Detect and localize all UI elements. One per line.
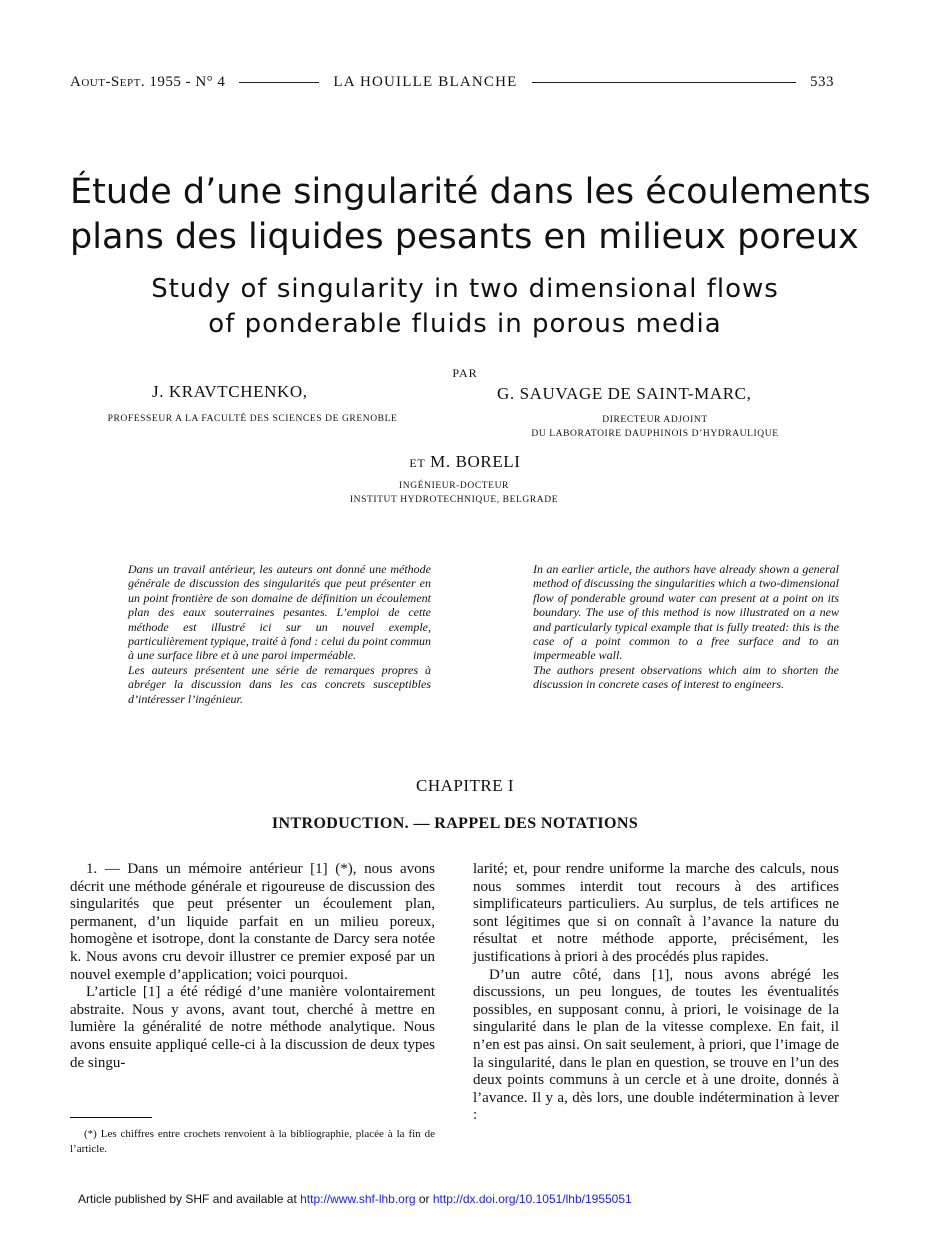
running-header (70, 70, 834, 94)
abstract-paragraph: The authors present observations which aim to shorten the discussion in concrete cases of interest to engineers. (533, 662, 839, 692)
journal-title: LA HOUILLE BLANCHE (333, 73, 518, 90)
author-name-2: G. SAUVAGE DE SAINT-MARC, (497, 384, 752, 403)
author-affiliation-3 (0, 479, 908, 507)
header-rule-right (532, 82, 796, 83)
author-affiliation-2 (495, 413, 815, 441)
title-en-line-1: Study of singularity in two dimensional flows (151, 274, 779, 304)
par-label: PAR (452, 366, 478, 380)
title-en-line-2: of ponderable fluids in porous media (208, 309, 722, 339)
author-name-1: J. KRAVTCHENKO, (152, 382, 308, 401)
footer-text: Article published by SHF and available at (78, 1192, 301, 1206)
title-fr-line-2: plans des liquides pesants en milieux poreux (70, 217, 859, 257)
affiliation-line: INSTITUT HYDROTECHNIQUE, BELGRADE (349, 495, 559, 505)
title-english (60, 272, 870, 342)
author-prefix: ET (409, 456, 426, 470)
footnote-rule (70, 1117, 152, 1118)
affiliation-line: DU LABORATOIRE DAUPHINOIS D’HYDRAULIQUE (531, 429, 779, 439)
footnote: (*) Les chiffres entre crochets renvoient à la bibliographie, placée à la fin de l’article. (70, 1128, 435, 1155)
author-name-3 (0, 452, 930, 472)
abstract-paragraph: Dans un travail antérieur, les auteurs ont donné une méthode générale de discussion des singularités que peut présenter en un point frontière de son domaine de définition un écoulement plan des eaux souterraines pesantes. L’emploi de cette méthode est illustré ici sur un nouvel exemple, particulièrement typique, traité à fond : celui du point commun à une surface libre et à une paroi imperméable. (128, 562, 431, 663)
title-fr-line-1: Étude d’une singularité dans les écoulements (70, 172, 871, 212)
affiliation-line: DIRECTEUR ADJOINT (602, 415, 708, 425)
shf-link[interactable]: http://www.shf-lhb.org (300, 1192, 416, 1206)
body-paragraph: L’article [1] a été rédigé d’une manière volontairement abstraite. Nous y avons, avant tout, cherché à mettre en lumière la généralité de notre méthode analytique. Nous avons ensuite appliqué celle-ci à la discussion de deux types de singu- (70, 984, 435, 1071)
body-paragraph: D’un autre côté, dans [1], nous avons abrégé les discussions, un peu longues, de toutes les éventualités possibles, en supposant connu, à priori, le voisinage de la singularité dans le plan de la vitesse complexe. En fait, il n’en est pas ainsi. On sait seulement, à priori, que l’image de la singularité, dans le plan en question, se trouve en l’un des deux points communs à un cercle et à une droite, donnés à l’avance. Il y a, dès lors, une double indétermination à lever : (473, 966, 839, 1124)
body-column-left (70, 861, 435, 1072)
issue-label: Aout-Sept. 1955 - N° 4 (70, 73, 226, 90)
doi-link[interactable]: http://dx.doi.org/10.1051/lhb/1955051 (432, 1192, 632, 1206)
body-paragraph: 1. — Dans un mémoire antérieur [1] (*), nous avons décrit une méthode générale et rigoureuse de discussion des singularités que peut présenter un écoulement plan, permanent, d’un liquide parfait en un milieu poreux, homogène et isotrope, dont la constante de Darcy sera notée k. Nous avons cru devoir illustrer ce premier exposé par un nouvel exemple d’application; voici pourquoi. (70, 861, 435, 983)
body-paragraph: larité; et, pour rendre uniforme la marche des calculs, nous nous sommes interdit tout recours à des artifices simplificateurs particuliers. Au surplus, de tels artifices ne sont légitimes que si on connaît à l’avance la nature du résultat et notre méthode apporte, précisément, les justifications à priori à des procédés plus rapides. (473, 861, 839, 965)
publication-footer (78, 1192, 632, 1206)
abstract-paragraph: In an earlier article, the authors have already shown a general method of discussing the singularities which a two-dimensional flow of ponderable ground water can present at a point on its boundary. The use of this method is now illustrated on a new and particularly typical example that is fully treated: this is the case of a point common to a free surface and to an impermeable wall. (533, 562, 839, 663)
author-name: M. BORELI (430, 452, 521, 471)
affiliation-line: PROFESSEUR A LA FACULTÉ DES SCIENCES DE GRENOBLE (107, 414, 398, 424)
author-affiliation-1 (70, 412, 435, 426)
page-number: 533 (810, 73, 834, 90)
header-rule-left (239, 82, 319, 83)
abstract-english (533, 562, 839, 692)
footer-text-or: or (415, 1192, 433, 1206)
section-heading: INTRODUCTION. — RAPPEL DES NOTATIONS (271, 815, 639, 832)
affiliation-line: INGÉNIEUR-DOCTEUR (399, 481, 509, 491)
body-column-right (473, 861, 839, 1125)
abstract-paragraph: Les auteurs présentent une série de remarques propres à abréger la discussion dans les cas concrets susceptibles d’intéresser l’ingénieur. (128, 662, 431, 706)
chapter-heading: CHAPITRE I (415, 776, 515, 795)
title-french (60, 170, 880, 260)
abstract-french (128, 562, 431, 706)
